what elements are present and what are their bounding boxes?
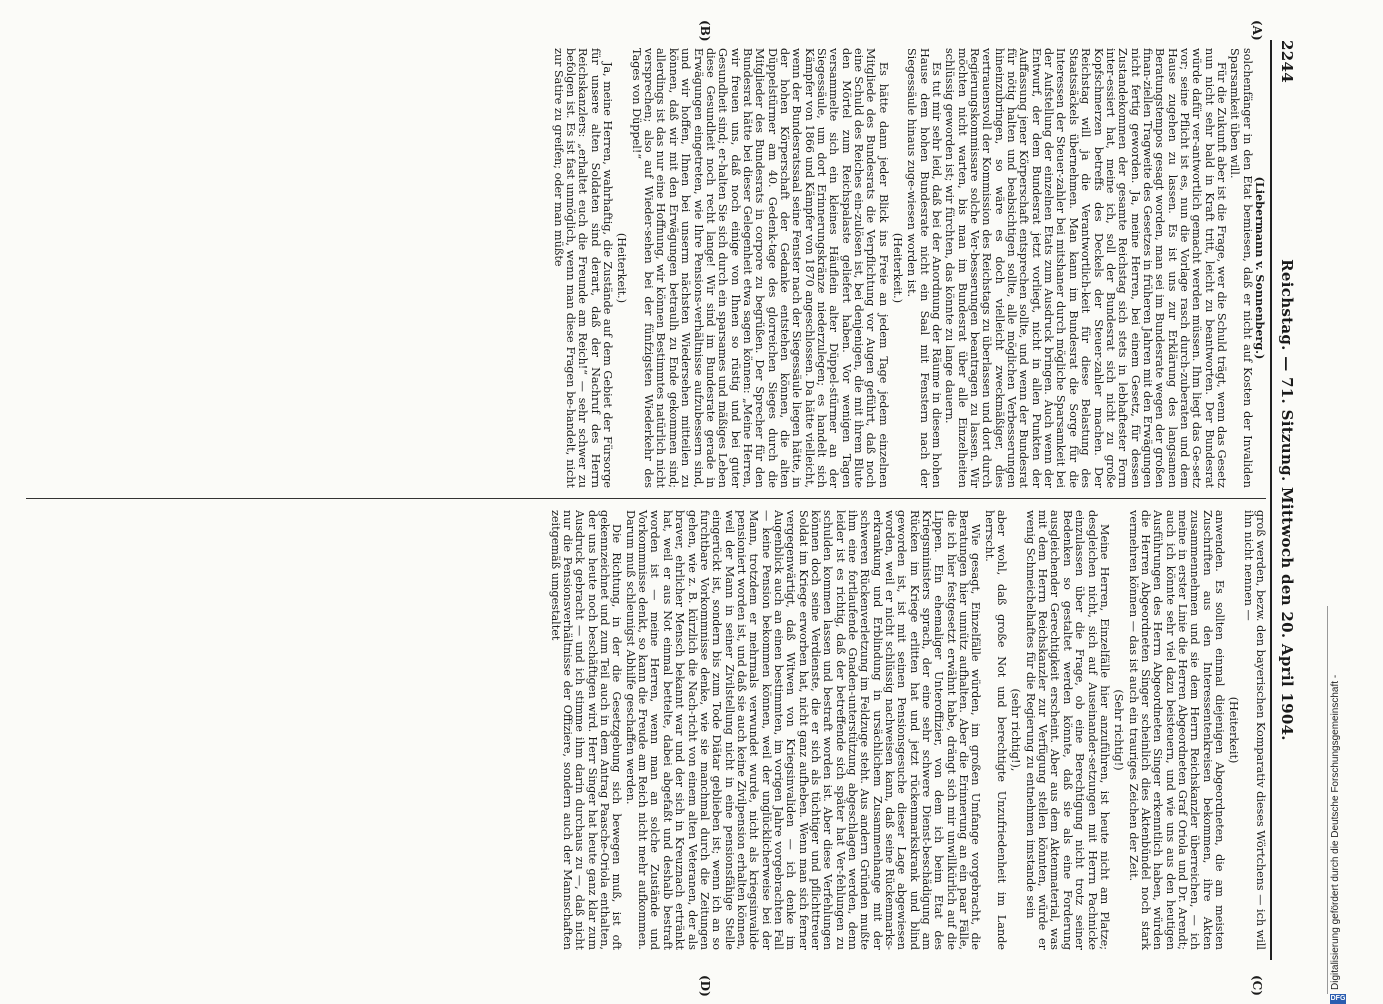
dfg-logo: DFG — [1330, 995, 1346, 1002]
column-divider — [26, 498, 1266, 499]
paragraph: Es hätte dann jeder Blick ins Freie an jedem Tage jedem einzelnen Mitgliede des Bundesrats die Verpflichtung vor Augen geführt, daß noch eine Schuld des Reiches ein-zulösen ist, bei denjenigen, die mit ihrem Blute den Mörtel zum Reichspalaste geliefert haben. Vor wenigen Tagen versammelte sich ein kleines Häuflein alter Düppel-stürmer an der Siegessäule, um dort Erinnerungskränze niederzulegen; es handelt sich Kämpfer von 1866 und Kämpfer von 1870 angeschlossen. Da hätte vielleicht, wenn der Bundesratssaal seine Fenster nach der Siegessäule liegen hätte, in der hohen Körperschaft der Gedanke entstehen können, die alten Düppelstürmer am 40. Gedenk-tage des glorreichen Sieges durch die Mitglieder des Bundesrats in corpore zu begrüßen. Der Sprecher für den Bundesrat hätte bei dieser Gelegenheit etwa sagen können: „Meine Herren, wir freuen uns, daß noch einige von Ihnen so rüstig und bei guter Gesundheit sind; er-halten Sie sich durch ein sparsames und mäßiges Leben diese Gesundheit noch recht lange! Wir sind im Bundesrate gerade in Erwägungen eingetreten, wie Ihre Pensions-verhältnisse aufzubessern sind, und wir hoffen, Ihnen bei unserm nächsten Wiedersehen mitteilen zu können, daß wir mit den Erwägungen betraulh zu Ende gekommen sind; allerdings ist das nur eine Hoffnung, wir können Bestimmtes natürlich nicht versprechen; also auf Wieder-sehen bei der fünfzigsten Wiederkehr des Tages von Düppel!“ — [629, 48, 890, 488]
paragraph: Meine Herren, Einzelfälle hier anzuführen, ist heute nicht am Platze; desgleichen nicht, sich auf Auseinander-setzungen mit Herrn Pachnicke einzulassen über die Frage, ob eine Berechtigung nicht trotz seiner Bedenken so gestaltet werden könnte, daß sie als eine Forderung ausgleichender Gerechtigkeit erscheint. Aber aus dem Aktenmaterial, was mit dem Herrn Reichskanzler zur Verfügung stellen könnten, würde er wenig Schmeichelhaftes für die Regierung zu entnehmen imstande sein — [1023, 510, 1111, 950]
paragraph: aber wohl, daß große Not und berechtigte Unzufriedenheit im Lande herrscht. — [982, 510, 1009, 950]
margin-marker-c: (C) — [1250, 975, 1264, 996]
speaker-name: (Liebermann v. Sonnenberg.) — [1253, 176, 1267, 360]
page-number: 2244 — [1278, 40, 1296, 83]
margin-marker-a: (A) — [1250, 20, 1264, 41]
left-column — [550, 48, 1266, 488]
interjection: (Heiterkeit.) — [891, 232, 905, 304]
page-header — [1274, 40, 1296, 960]
newspaper-page — [20, 0, 1300, 1000]
paragraph: anwenden. Es sollten einmal diejenigen Abgeordneten, die am meisten Zuschriften aus den Interessentenkreisen bekommen, ihre Akten zusammennehmen und sie dem Herrn Reichskanzler überreichen, — ich meine in erster Linie die Herren Abgeordneten Graf Oriola und Dr. Arendt; auch ich könnte sehr viel dazu beisteuern, und wie uns aus den heutigen Ausführungen des Herrn Abgeordneten Singer erkenntlich haben, würden die Herren Abgeordneten Singer scheinlich dies Aktenbündel noch stark vermehren können — das ist auch ein trauriges Zeichen der Zeit. — [1126, 510, 1226, 950]
right-column — [547, 510, 1266, 950]
paragraph: solchenfänger in den Etat bemiesen, daß er nicht auf Kosten der Invaliden Sparsamkeit üben will. — [1228, 48, 1254, 488]
margin-marker-b: (B) — [698, 20, 712, 42]
interjection: (Heiterkeit.) — [615, 232, 629, 304]
header-rule — [1270, 40, 1272, 960]
interjection: (Heiterkeit) — [1227, 696, 1241, 764]
paragraph: Wie gesagt, Einzelfälle würden, im großen Umfange vorgebracht, die Beratungen hier unnütz aufhalten. Aber die Erinnerung an ein paar Fälle, die ich hier festgesetzt erwähnt habe, drängt sich mir unwillkürlich auf die Lippen. Ein ehemaliger Unteroffizier, von dem ich beim Etat des Kriegsministers sprach, der eine sehr schwere Dienst-beschädigung am Rücken im Kriege erlitten hat und jetzt rückenmarkskrank und blind geworden ist, ist mit seinen Pensionsgesuche dieser Lage abgewiesen worden, weil er nicht schlüssig nachweisen kann, daß seine Rückenmarks-erkrankung und Erblindung in ursächlichem Zusammenhange mit der schweren Rückenverletzung im Feldzuge steht. Aus andern Gründen mußte ihm eine fortlaufende Gnaden-unterstützung abgeschlagen werden, denn leider ist es richtig, daß der betreffende sich später hat Ver-fehlungen zu schulden kommen lassen und bestraft worden ist. Aber diese Verfehlungen können doch seine Verdienste, die er sich als tüchtiger und pflichttreuer Soldat im Kriege erworben hat, nicht ganz aufheben. Wenn man sich ferner vergegenwärtigt, daß Witwen von Kriegsinvaliden — ich denke im Augenblick auch an einen bestimmten, im vorigen Jahre vorgebrachten Fall — keine Pension bekommen können, weil der unglücklicherweise bei der Mann, trotzdem er mehrmals verwundet wurde, nicht als kriegsinvalide pensioniert worden ist, und daß sie auch keine Zivilpension erhalten können, weil der Mann in seiner Zivilstellung nicht in eine pensionsfähige Stelle eingerückt ist, sondern bis zum Tode Diätar geblieben ist; wenn ich an so furchtbare Vorkommnisse denke, wie sie manchmal durch die Zeitungen gehen, wie z. B. kürzlich die Nach-richt von einem alten Veteranen, der als braver, ehrlicher Mensch bekannt war und der sich in Kreuznach ertränkt hat, weil er aus Not einmal bettelte, dabei abgefaßt und deshalb bestraft worden ist — meine Herren, wenn man an solche Zustände und Vorkommnisse denkt, so kann die Freude am Reich nicht mehr aufkommen. Darum muß schleunigst Abhilfe geschaffen werden. — [623, 510, 983, 950]
paragraph: Ja, meine Herren, wahrhaftig, die Zustände auf dem Gebiet der Fürsorge für unsere alten Soldaten sind derart, daß der Nachruf des Herrn Reichskanzlers: „erhaltet euch die Freunde am Reich!“ — sehr schwer zu befolgen ist. Es ist fast unmöglich, wenn man diese Fragen be-handelt, nicht zur Satire zu greifen; oder man müßte — [551, 48, 615, 488]
paragraph: Es tut mir sehr leid, daß bei der Anordnung der Räume in diesem hohen Hause dem hohen Bundesrate nicht ein Saal mit Fenstern nach der Siegessäule hinaus zuge-wiesen worden ist. — [905, 48, 944, 488]
interjection: (sehr richtig!), — [1009, 688, 1023, 772]
digitization-credit: Digitalisierung gefördert durch die Deutsche Forschungsgemeinschaft - — [1330, 674, 1341, 990]
paragraph: Für die Zukunft aber ist die Frage, wer die Schuld trägt, wenn das Gesetz nun nicht sehr bald in Kraft tritt, leicht zu beantworten. Der Bundesrat würde dafür ver-antwortlich gemacht werden müssen. Ihm liegt das Ge-setz vor; seine Pflicht ist es, nun die Vorlage rasch durch-zuberaten und dem Hause zugehen zu lassen. Es ist uns zur Erklärung des langsamen Beratungstempos gesagt worden, man sei im Bundesrate wegen der großen finan-ziellen Tragweite des Gesetzes in früheren Jahren mit den Erwägungen nicht fertig geworden. Ja, meine Herren, bei einem Gesetz, für dessen Zustandekommen der gesamte Reichstag sich stets in lebhaftester Form inter-essiert hat, meine ich, soll der Bundesrat sich nicht zu große Kopfschmerzen betreffs des Deckels der Steuer-zahler machen. Der Reichstag will ja die Verantwortlich-keit für diese Belastung des Staatssäckels übernehmen. Man kann im Bundesrat die Sorge für die Interessen der Steuer-zahler bei mitshaner durch mögliche Sparsamkeit bei der Aufstellung der einzelnen Etats zum Ausdruck bringen. Auch wenn der Entwurf, der dem Bundesrat jetzt vorliegt, nicht in allen Punkten der Auffassung jener Körperschaft entsprechen sollte, und wenn der Bundesrat für nötig halten und beabsichtigen sollte, alle möglichen Verbesserungen hineinzubringen, so wäre es doch vielleicht zweckmäßiger, dies vertrauensvoll der Kommission des Reichstags zu überlassen und dort durch Regierungskommissare solche Ver-besserungen beantragen zu lassen. Wir möchten nicht warten, bis man im Bundesrat über alle Einzelheiten schlüssig geworden ist; wir fürchten, das könnte zu lange dauern. — [943, 48, 1228, 488]
paragraph: groß werden, bezw. den bayerischen Komparativ dieses Wörtchens — ich will ihn nicht nennen — — [1241, 510, 1267, 950]
interjection: (Sehr richtig!) — [1112, 689, 1126, 771]
paragraph: Die Richtung, in der die Gesetzgebung sich bewegen muß, ist oft gekennzeichnet und zum Teil auch in dem Antrag Paasche-Oriola enthalten, der uns heute noch beschäftigen wird. Herr Singer hat heute ganz klar zum Ausdruck gebracht — und ich stimme ihm darin durchaus zu —, daß nicht nur die Pensionsverhältnisse der Offiziere, sondern auch der Mannschaften zeitgemäß umgestaltet — [548, 510, 624, 950]
margin-marker-d: (D) — [698, 975, 712, 997]
page-title: Reichstag. — 71. Sitzung. Mittwoch den 20. April 1904. — [1278, 259, 1296, 741]
